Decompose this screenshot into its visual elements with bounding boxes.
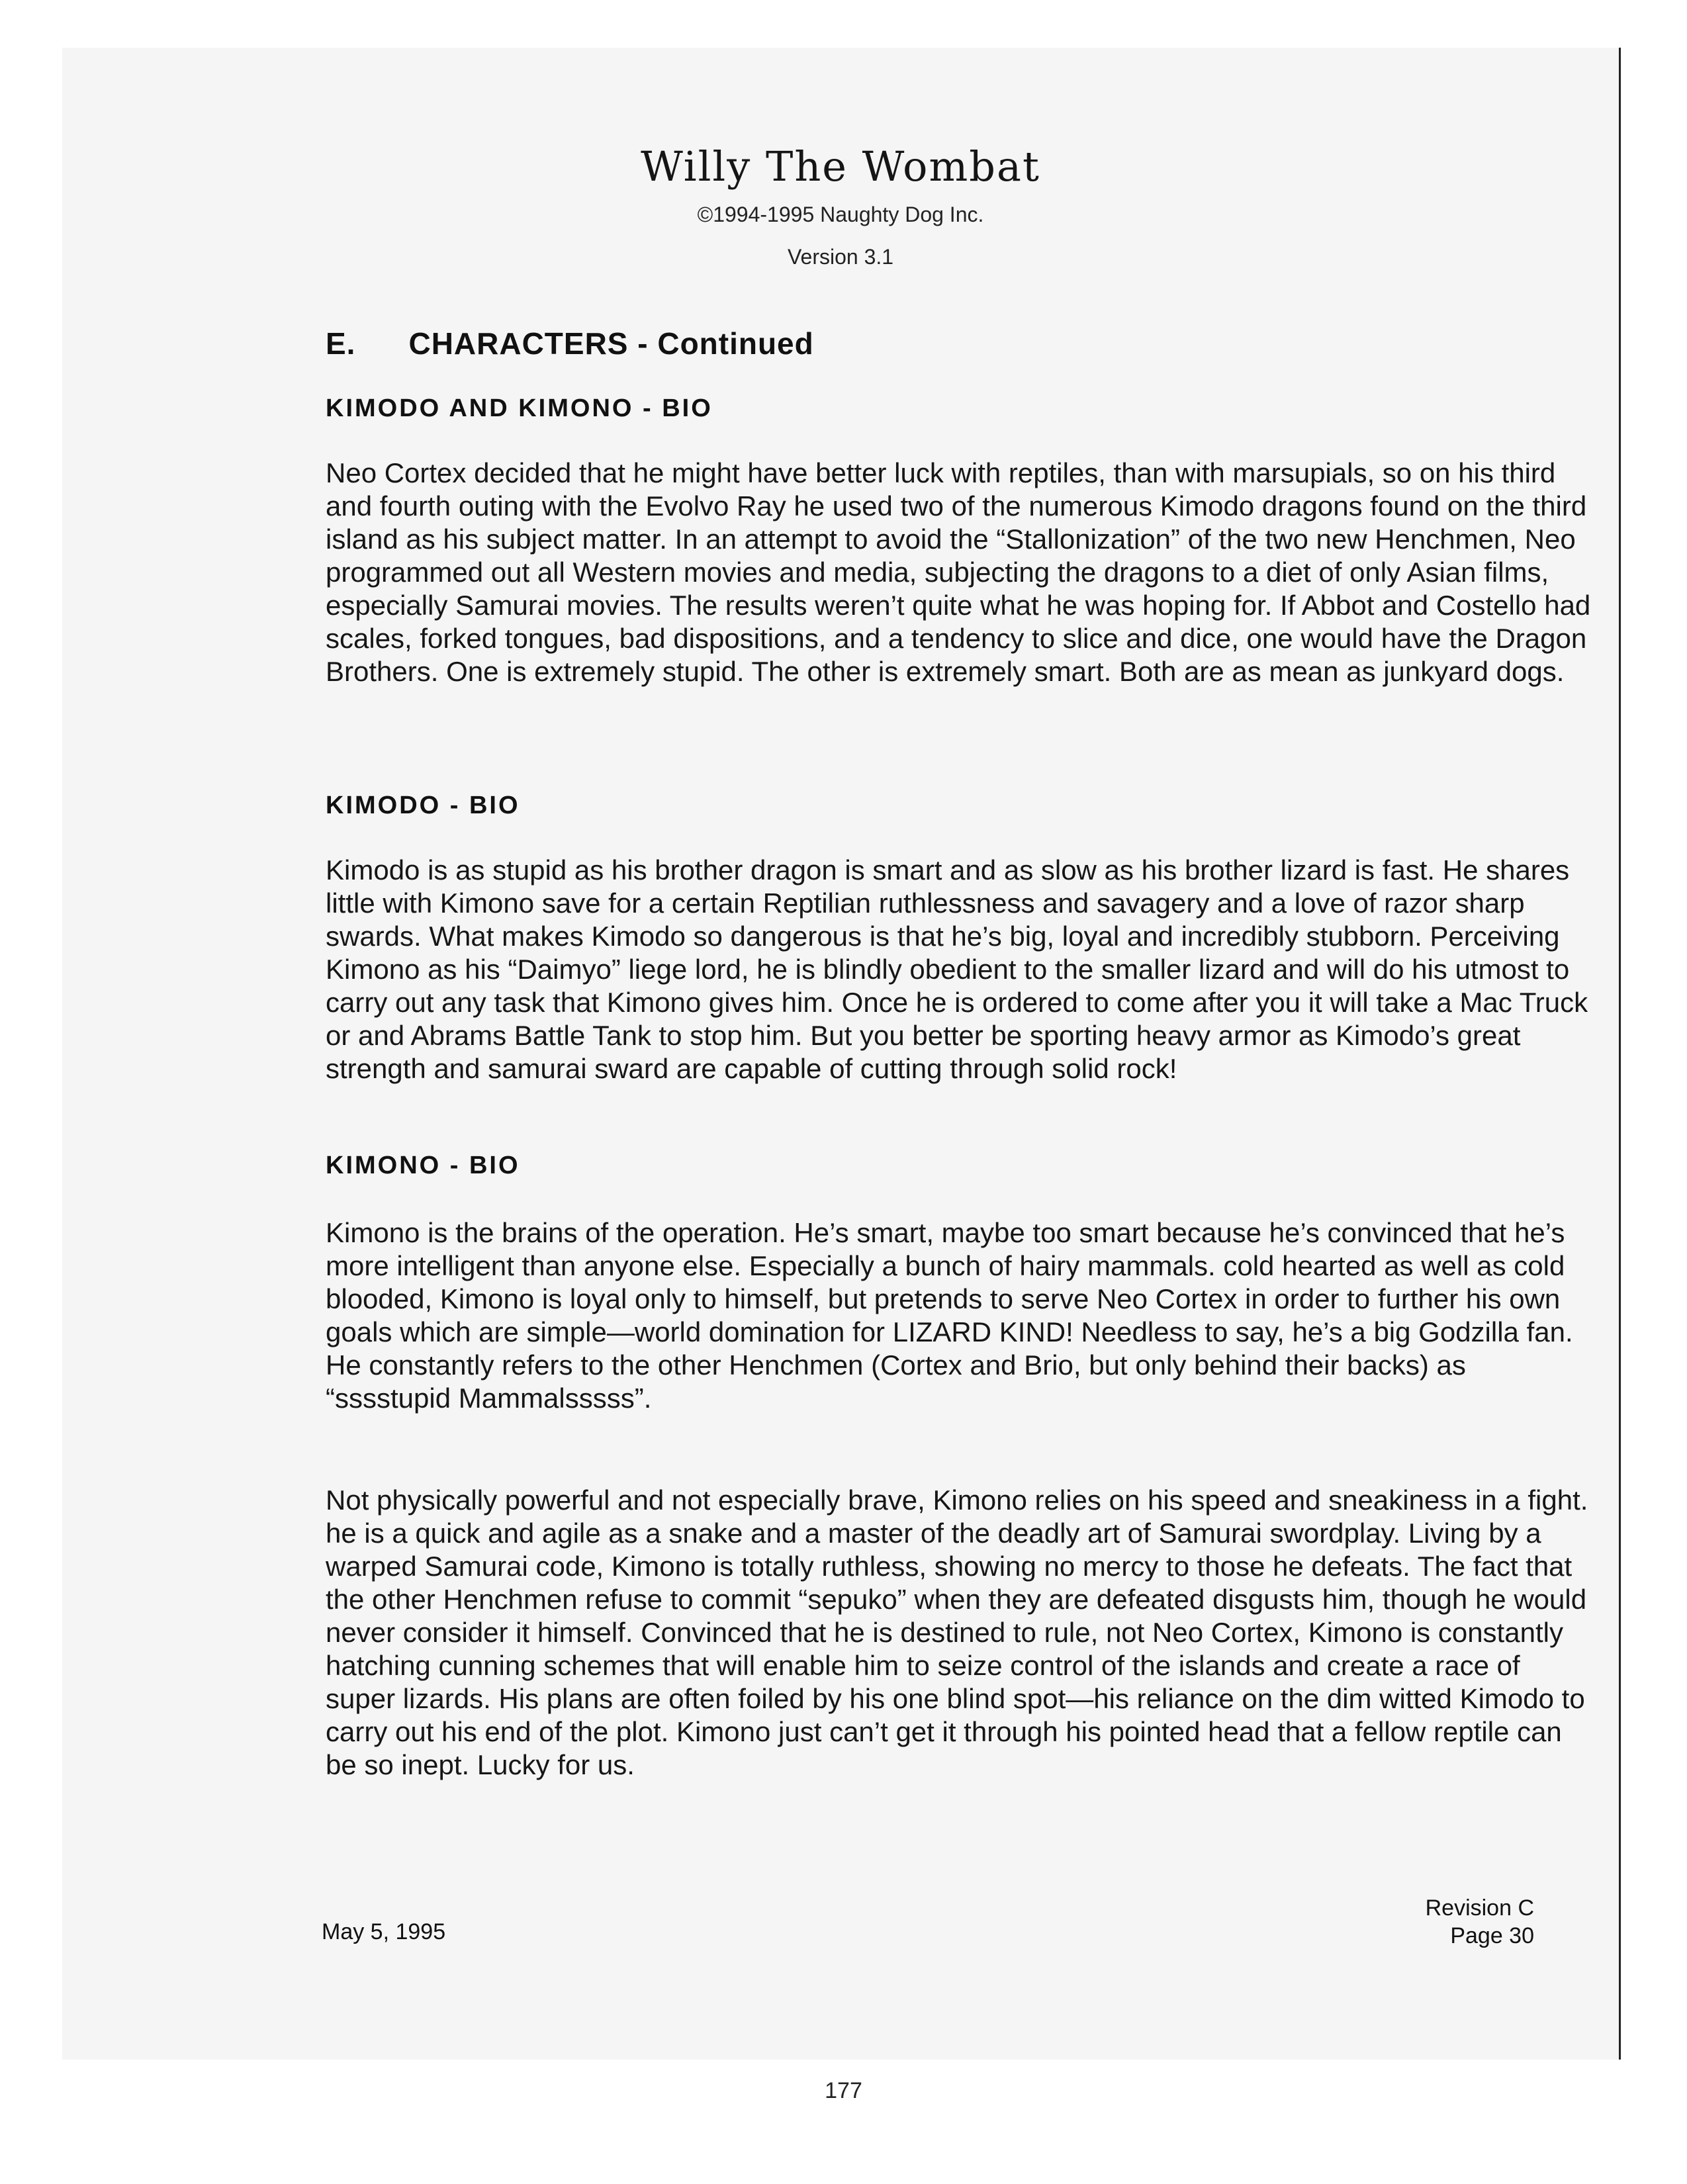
paragraph: Kimono is the brains of the operation. He’s smart, maybe too smart because he’s convinced that he’s more intelligent than anyone else. Especially a bunch of hairy mammals. cold hearted as well as cold blooded, Kimono is loyal only to himself, but pretends to serve Neo Cortex in order to further his own goals which are simple—world domination for LIZARD KIND! Needless to say, he’s a big Godzilla fan. He constantly refers to the other Henchmen (Cortex and Brio, but only behind their backs) as “sssstupid Mammalsssss”.	[326, 1217, 1573, 1414]
paragraph: Kimodo is as stupid as his brother dragon is smart and as slow as his brother lizard is fast. He shares little with Kimono save for a certain Reptilian ruthlessness and savagery and a love of razor sharp swards. What makes Kimodo so dangerous is that he’s big, loyal and incredibly stubborn. Perceiving Kimono as his “Daimyo” liege lord, he is blindly obedient to the smaller lizard and will do his utmost to carry out any task that Kimono gives him. Once he is ordered to come after you it will take a Mac Truck or and Abrams Battle Tank to stop him. But you better be sporting heavy armor as Kimodo’s great strength and samurai sward are capable of cutting through solid rock!	[326, 854, 1588, 1084]
footer-revision: Revision C	[1425, 1895, 1534, 1921]
document-page	[62, 48, 1621, 2060]
paragraph: Not physically powerful and not especially brave, Kimono relies on his speed and sneakiness in a fight. he is a quick and agile as a snake and a master of the deadly art of Samurai swordplay. Living by a warped Samurai code, Kimono is totally ruthless, showing no mercy to those he defeats. The fact that the other Henchmen refuse to commit “sepuko” when they are defeated disgusts him, though he would never consider it himself. Convinced that he is destined to rule, not Neo Cortex, Kimono is constantly hatching cunning schemes that will enable him to seize control of the islands and create a race of super lizards. His plans are often foiled by his one blind spot—his reliance on the dim witted Kimodo to carry out his end of the plot. Kimono just can’t get it through his pointed head that a fellow reptile can be so inept. Lucky for us.	[326, 1484, 1588, 1780]
title-logo: Willy The Wombat	[641, 142, 1040, 191]
footer-page-number: Page 30	[1450, 1923, 1534, 1948]
footer-date: May 5, 1995	[322, 1919, 446, 1944]
copyright-line: ©1994-1995 Naughty Dog Inc.	[697, 203, 984, 226]
section-title-text: CHARACTERS - Continued	[408, 326, 814, 361]
scan-page-number: 177	[825, 2078, 862, 2103]
footer-revision-block	[1426, 1894, 1534, 1950]
subsection-heading: KIMODO - BIO	[326, 792, 520, 819]
subsection-heading: KIMONO - BIO	[326, 1152, 520, 1179]
version-line: Version 3.1	[787, 245, 894, 269]
document-header	[62, 140, 1619, 278]
paragraph: Neo Cortex decided that he might have better luck with reptiles, than with marsupials, so on his third and fourth outing with the Evolvo Ray he used two of the numerous Kimodo dragons found on the third island as his subject matter. In an attempt to avoid the “Stallonization” of the two new Henchmen, Neo programmed out all Western movies and media, subjecting the dragons to a diet of only Asian films, especially Samurai movies. The results weren’t quite what he was hoping for. If Abbot and Costello had scales, forked tongues, bad dispositions, and a tendency to slice and dice, one would have the Dragon Brothers. One is extremely stupid. The other is extremely smart. Both are as mean as junkyard dogs.	[326, 457, 1591, 687]
section-letter: E.	[326, 326, 356, 361]
section-title	[326, 326, 814, 361]
subsection-heading: KIMODO AND KIMONO - BIO	[326, 394, 713, 422]
